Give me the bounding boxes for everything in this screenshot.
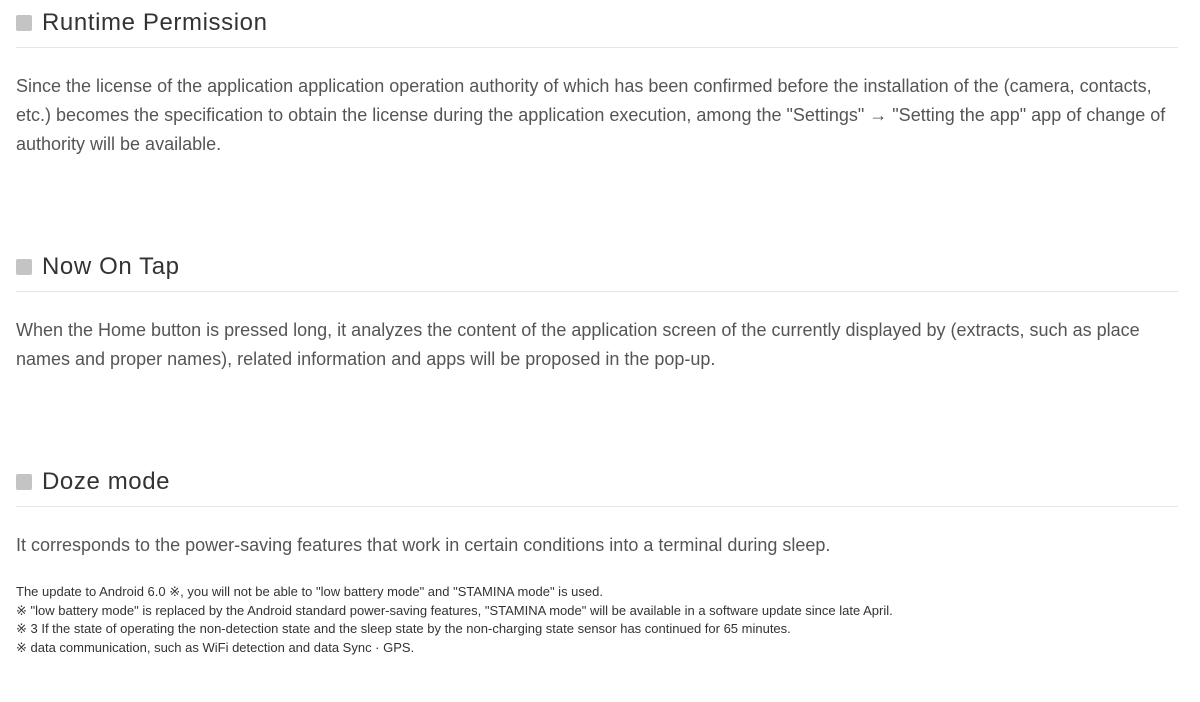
section-title: Now On Tap: [42, 252, 180, 280]
footnote: ※ "low battery mode" is replaced by the Android standard power-saving features, "STAMINA mode" will be available in a software update since late April.: [16, 602, 893, 618]
section-body: When the Home button is pressed long, it analyzes the content of the application screen of the currently displayed by (extracts, such as place names and proper names), related information and apps will be proposed in the pop-up.: [16, 320, 1140, 369]
section-heading: [16, 4, 1178, 48]
square-bullet-icon: [16, 474, 32, 490]
square-bullet-icon: [16, 259, 32, 275]
section-heading: [16, 248, 1178, 292]
section-runtime-permission: [16, 4, 1178, 159]
footnote: The update to Android 6.0 ※, you will not be able to "low battery mode" and "STAMINA mode" is used.: [16, 584, 603, 599]
square-bullet-icon: [16, 15, 32, 31]
footnote: ※ 3 If the state of operating the non-detection state and the sleep state by the non-charging state sensor has continued for 65 minutes.: [16, 621, 791, 636]
section-title: Runtime Permission: [42, 8, 268, 36]
section-body: It corresponds to the power-saving features that work in certain conditions into a terminal during sleep.: [16, 535, 831, 555]
footnote: ※ data communication, such as WiFi detection and data Sync · GPS.: [16, 639, 415, 655]
section-body: Since the license of the application application operation authority of which has been confirmed before the installation of the (camera, contacts, etc.) becomes the specification to obtain the license during the application execution, among the "Settings" → "Setting the app" app of change of authority will be available.: [16, 76, 1166, 154]
footnotes: [16, 583, 1176, 657]
section-title: Doze mode: [42, 467, 171, 495]
section-doze-mode: [16, 463, 1178, 560]
section-heading: [16, 463, 1178, 507]
section-now-on-tap: [16, 248, 1178, 374]
